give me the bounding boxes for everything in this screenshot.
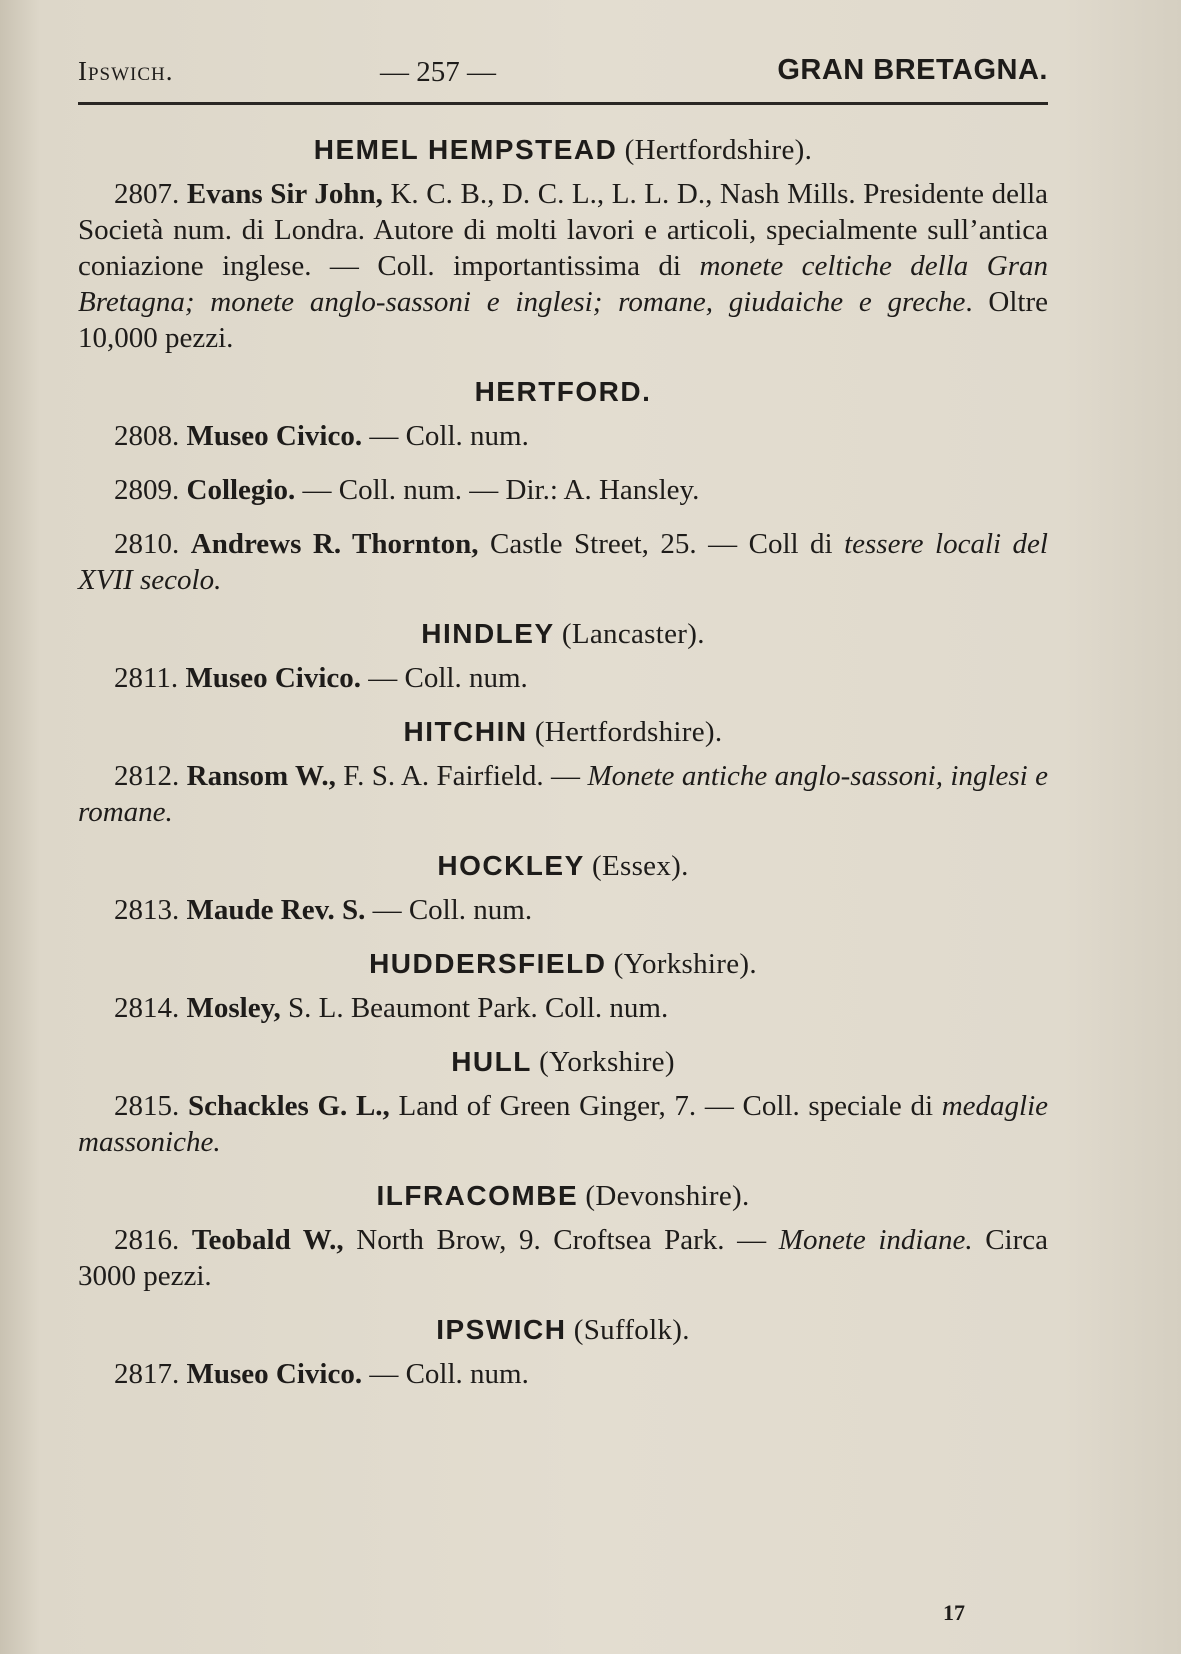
entry (78, 660, 1048, 696)
entry-number: 2817. (114, 1358, 180, 1390)
section (78, 848, 1048, 928)
entry (78, 1356, 1048, 1392)
collector-name: Mosley, (186, 992, 281, 1024)
entry (78, 418, 1048, 454)
section (78, 132, 1048, 356)
place-name: ILFRACOMBE (376, 1180, 579, 1211)
section (78, 1044, 1048, 1160)
entry (78, 758, 1048, 830)
entry-number: 2810. (114, 528, 180, 560)
entry-text: . Oltre 10,000 pezzi. (78, 286, 1048, 354)
entry-number: 2809. (114, 474, 180, 506)
place-heading (78, 374, 1048, 410)
section (78, 374, 1048, 598)
entry (78, 472, 1048, 508)
entry-italic-text: monete celtiche della Gran Bretagna; monete anglo-sassoni e inglesi; romane, giudaiche e greche (78, 250, 1048, 318)
entry-number: 2812. (114, 760, 180, 792)
place-region: (Essex). (592, 850, 689, 882)
place-region: (Hertfordshire). (534, 716, 723, 748)
collector-name: Collegio. (186, 474, 296, 506)
entry-italic-text: medaglie massoniche. (78, 1090, 1049, 1158)
place-name: HINDLEY (421, 618, 555, 649)
collector-name: Andrews R. Thornton, (190, 528, 479, 560)
collector-name: Schackles G. L., (187, 1090, 390, 1122)
place-name: HOCKLEY (437, 850, 585, 881)
entry-number: 2808. (114, 420, 180, 452)
place-region: (Lancaster). (561, 618, 705, 650)
place-name: HULL (451, 1046, 532, 1077)
entry-number: 2811. (114, 662, 179, 694)
entry-text: — Coll. num. (365, 894, 533, 926)
entry-text: — Coll. num. — Dir.: A. Hansley. (295, 474, 700, 506)
place-region: (Devonshire). (585, 1180, 750, 1212)
entry-text: F. S. A. Fairfield. — (335, 760, 588, 792)
page-content (78, 132, 1048, 1410)
place-heading (78, 946, 1048, 982)
entry-text: Circa 3000 pezzi. (78, 1224, 1049, 1292)
place-region: (Suffolk). (573, 1314, 690, 1346)
header-right: GRAN BRETAGNA. (777, 54, 1048, 86)
entry (78, 526, 1048, 598)
entry-number: 2815. (114, 1090, 180, 1122)
collector-name: Maude Rev. S. (186, 894, 366, 926)
entry-italic-text: Monete indiane. (778, 1224, 973, 1256)
place-region: (Yorkshire). (613, 948, 757, 980)
place-region: (Yorkshire) (539, 1046, 675, 1078)
place-heading (78, 848, 1048, 884)
collector-name: Museo Civico. (185, 662, 362, 694)
header-left: Ipswich. (78, 56, 174, 86)
section (78, 1178, 1048, 1294)
entry-text: K. C. B., D. C. L., L. L. D., Nash Mills. Presidente della Società num. di Londra. Autore di molti lavori e articoli, specialmente sull’antica coniazione inglese. — Coll. importantissima di (78, 178, 1048, 282)
entry-text: Castle Street, 25. — Coll di (478, 528, 845, 560)
running-header (78, 52, 1048, 92)
entry (78, 1222, 1048, 1294)
header-page-number: — 257 — (380, 56, 496, 88)
place-heading (78, 1178, 1048, 1214)
entry (78, 176, 1048, 356)
place-heading (78, 1312, 1048, 1348)
entry-number: 2807. (114, 178, 180, 210)
place-heading (78, 132, 1048, 168)
entry-italic-text: Monete antiche anglo-sassoni, inglesi e romane. (78, 760, 1048, 828)
place-region: (Hertfordshire). (624, 134, 813, 166)
page-signature: 17 (943, 1600, 965, 1625)
entry-number: 2814. (114, 992, 180, 1024)
place-name: HERTFORD. (474, 376, 652, 407)
collector-name: Museo Civico. (186, 420, 363, 452)
entry-number: 2816. (114, 1224, 180, 1256)
entry-number: 2813. (114, 894, 180, 926)
section (78, 946, 1048, 1026)
place-name: IPSWICH (436, 1314, 567, 1345)
entry-text: — Coll. num. (362, 1358, 529, 1390)
entry (78, 892, 1048, 928)
header-rule (78, 102, 1048, 105)
entry (78, 1088, 1048, 1160)
collector-name: Teobald W., (191, 1224, 344, 1256)
place-heading (78, 714, 1048, 750)
section (78, 714, 1048, 830)
entry-text: — Coll. num. (361, 662, 528, 694)
section (78, 616, 1048, 696)
place-name: HUDDERSFIELD (369, 948, 607, 979)
section (78, 1312, 1048, 1392)
entry (78, 990, 1048, 1026)
collector-name: Museo Civico. (186, 1358, 363, 1390)
entry-text: Land of Green Ginger, 7. — Coll. speciale di (389, 1090, 942, 1122)
entry-text: S. L. Beaumont Park. Coll. num. (280, 992, 669, 1024)
entry-text: — Coll. num. (362, 420, 529, 452)
collector-name: Evans Sir John, (186, 178, 383, 210)
entry-italic-text: tessere locali del XVII secolo. (78, 528, 1048, 596)
place-name: HEMEL HEMPSTEAD (313, 134, 618, 165)
place-name: HITCHIN (403, 716, 528, 747)
place-heading (78, 616, 1048, 652)
collector-name: Ransom W., (186, 760, 336, 792)
place-heading (78, 1044, 1048, 1080)
entry-text: North Brow, 9. Croftsea Park. — (343, 1224, 779, 1256)
